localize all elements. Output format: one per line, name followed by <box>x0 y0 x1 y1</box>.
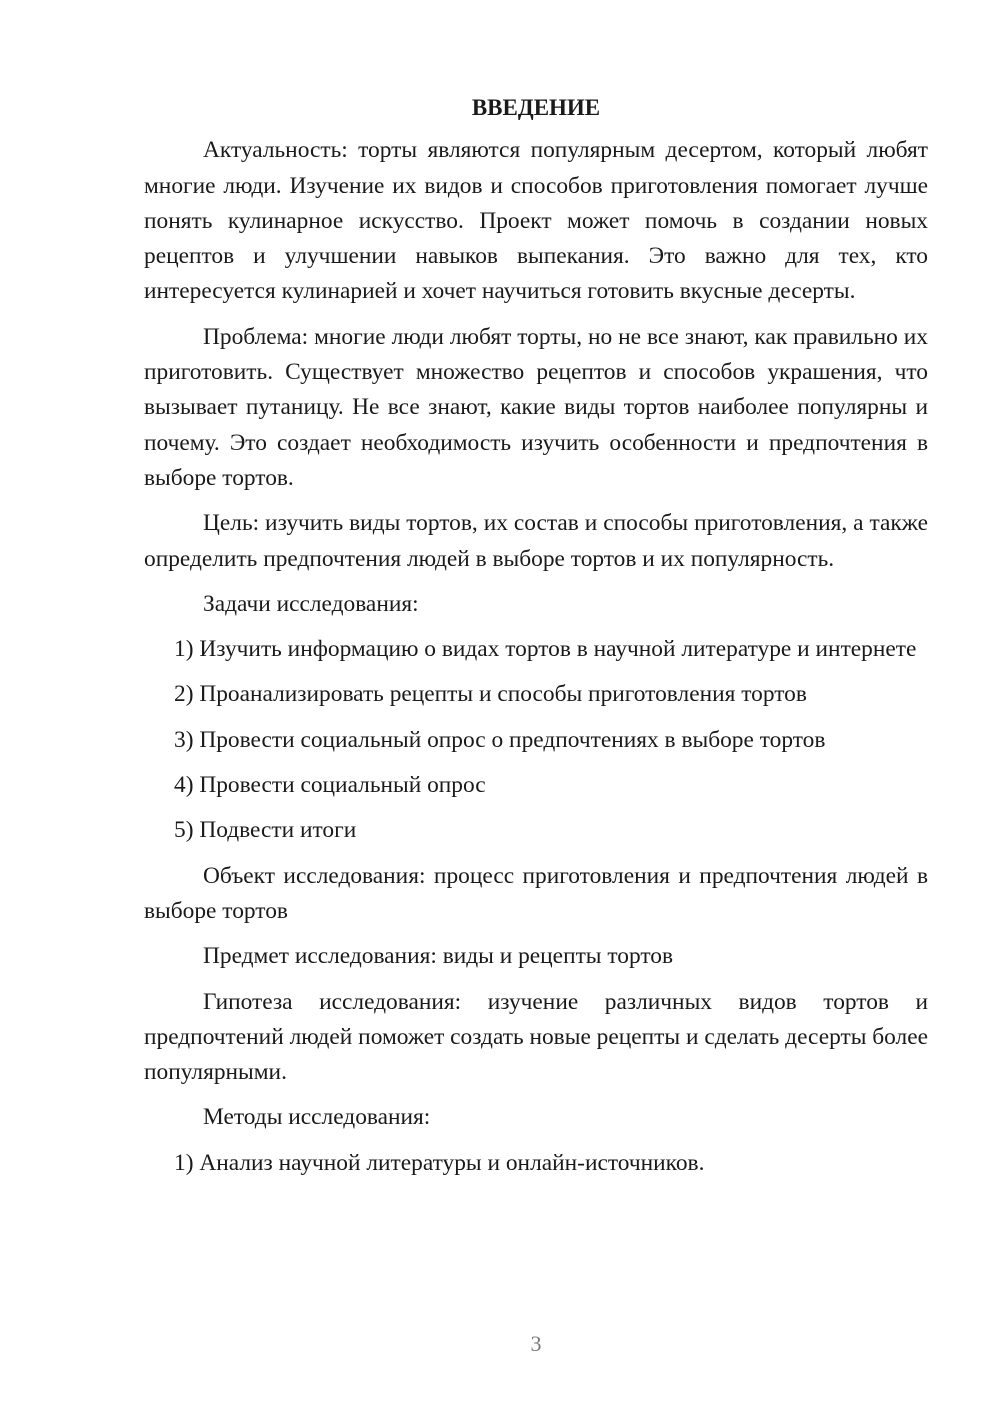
method-item: 1) Анализ научной литературы и онлайн-источников. <box>174 1149 705 1176</box>
section-heading: ВВЕДЕНИЕ <box>471 95 601 120</box>
page-number: 3 <box>530 1331 542 1356</box>
page-content <box>144 90 928 1191</box>
relevance-paragraph: Актуальность: торты являются популярным десертом, который любят многие люди. Изучение их видов и способов приготовления помогает лучше понять кулинарное искусство. Проект может помочь в создании новых рецептов и улучшении навыков выпекания. Это важно для тех, кто интересуется кулинарией и хочет научиться готовить вкусные десерты. <box>144 137 928 305</box>
goal-paragraph: Цель: изучить виды тортов, их состав и способы приготовления, а также определить предпочтения людей в выборе тортов и их популярность. <box>144 510 928 572</box>
tasks-title: Задачи исследования: <box>203 590 419 617</box>
subject-paragraph: Предмет исследования: виды и рецепты тортов <box>203 943 674 970</box>
task-item: 3) Провести социальный опрос о предпочтениях в выборе тортов <box>174 726 826 753</box>
methods-title: Методы исследования: <box>203 1104 431 1131</box>
task-item: 5) Подвести итоги <box>174 817 357 844</box>
task-item: 4) Провести социальный опрос <box>174 772 486 799</box>
hypothesis-paragraph: Гипотеза исследования: изучение различных видов тортов и предпочтений людей поможет создать новые рецепты и сделать десерты более популярными. <box>144 988 928 1086</box>
problem-paragraph: Проблема: многие люди любят торты, но не все знают, как правильно их приготовить. Существует множество рецептов и способов украшения, что вызывает путаницу. Не все знают, какие виды тортов наиболее популярны и почему. Это создает необходимость изучить особенности и предпочтения в выборе тортов. <box>144 323 928 491</box>
object-paragraph: Объект исследования: процесс приготовления и предпочтения людей в выборе тортов <box>144 862 928 924</box>
task-item: 2) Проанализировать рецепты и способы приготовления тортов <box>174 681 807 708</box>
task-item: 1) Изучить информацию о видах тортов в научной литературе и интернете <box>174 636 917 663</box>
